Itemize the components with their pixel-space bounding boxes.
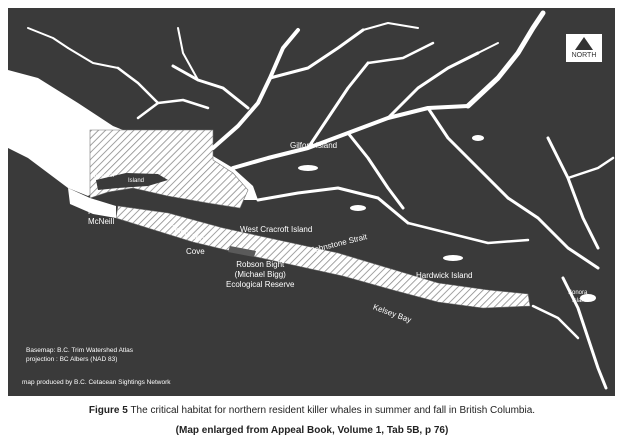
label-michael-bigg: (Michael Bigg): [234, 270, 286, 279]
label-queen: Queen: [26, 93, 57, 104]
label-sonora: Sonora: [568, 290, 588, 296]
label-robson-bight-reserve: [226, 260, 294, 290]
label-hardwick-island: Hardwick Island: [416, 271, 473, 280]
inland-channels: [28, 13, 613, 388]
label-gilford-island: Gilford Island: [290, 141, 338, 150]
label-ecological-reserve: Ecological Reserve: [226, 280, 295, 289]
label-mcneill: McNeill: [88, 217, 115, 226]
projection-text: projection : BC Albers (NAD 83): [26, 356, 118, 363]
figure-text: The critical habitat for northern resident killer whales in summer and fall in British Columbia.: [130, 405, 536, 416]
north-arrow: [566, 34, 602, 62]
basemap-credit: [26, 346, 133, 364]
label-port: Port: [88, 207, 103, 216]
label-charlotte: Charlotte: [46, 113, 87, 124]
figure-source: (Map enlarged from Appeal Book, Volume 1, Tab 5B, p 76): [175, 425, 449, 436]
map-producer-credit: map produced by B.C. Cetacean Sightings Network: [22, 379, 171, 386]
map-frame: [8, 8, 615, 396]
label-cove: Cove: [186, 247, 205, 256]
label-sonora-island: Island: [572, 298, 589, 304]
figure-label: Figure 5: [88, 405, 128, 416]
north-label: NORTH: [571, 52, 597, 59]
label-west-cracroft-island: West Cracroft Island: [240, 225, 313, 234]
critical-habitat-north: [90, 130, 248, 208]
label-strait: Strait: [66, 137, 90, 148]
label-malcolm: Malcolm: [92, 173, 115, 179]
label-kelsey-bay: Kelsey Bay: [371, 302, 413, 325]
figure-caption: [0, 405, 624, 416]
map-canvas: [8, 8, 615, 396]
label-island: Island: [128, 178, 145, 184]
basemap-text: Basemap: B.C. Trim Watershed Atlas: [26, 347, 134, 354]
label-telegraph: Telegraph: [169, 223, 206, 244]
critical-habitat-johnstone-strait: [116, 206, 530, 308]
label-robson-bight: Robson Bight: [236, 260, 285, 269]
label-johnstone-strait: Johnstone Strait: [309, 232, 368, 255]
